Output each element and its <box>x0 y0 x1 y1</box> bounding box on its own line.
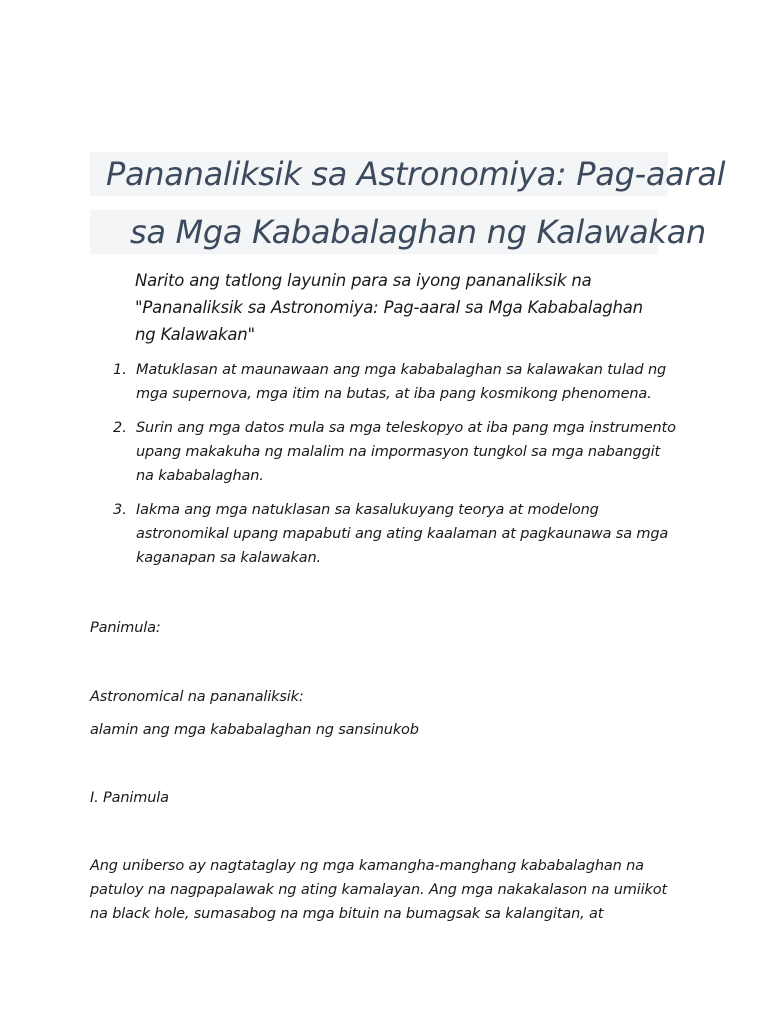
document-title-line-2: sa Mga Kababalaghan ng Kalawakan <box>90 210 658 254</box>
objective-line: mga supernova, mga itim na butas, at iba pang kosmikong phenomena. <box>136 386 652 402</box>
astronomical-label: Astronomical na pananaliksik: <box>90 689 304 705</box>
objective-line: astronomikal upang mapabuti ang ating kaalaman at pagkaunawa sa mga <box>136 526 669 542</box>
objective-text <box>136 498 696 570</box>
intro-line: "Pananaliksik sa Astronomiya: Pag-aaral sa Mga Kababalaghan <box>135 298 643 317</box>
paragraph-line: patuloy na nagpapalawak ng ating kamalayan. Ang mga nakakalason na umiikot <box>90 882 667 898</box>
objective-text <box>136 416 696 488</box>
objective-number: 3. <box>113 502 127 518</box>
section-heading: I. Panimula <box>90 790 169 806</box>
objective-line: na kababalaghan. <box>136 468 264 484</box>
objective-line: upang makakuha ng malalim na impormasyon tungkol sa mga nabanggit <box>136 444 661 460</box>
objective-number: 1. <box>113 362 127 378</box>
objective-line: Iakma ang mga natuklasan sa kasalukuyang teorya at modelong <box>136 502 599 518</box>
document-title-line-1: Pananaliksik sa Astronomiya: Pag-aaral <box>90 152 668 196</box>
objective-line: kaganapan sa kalawakan. <box>136 550 321 566</box>
paragraph-line: na black hole, sumasabog na mga bituin na bumagsak sa kalangitan, at <box>90 906 604 922</box>
objective-line: Matuklasan at maunawaan ang mga kababalaghan sa kalawakan tulad ng <box>136 362 667 378</box>
body-paragraph <box>90 854 690 926</box>
intro-paragraph <box>135 267 695 348</box>
paragraph-line: Ang uniberso ay nagtataglay ng mga kamangha-manghang kababalaghan na <box>90 858 644 874</box>
objective-number: 2. <box>113 420 127 436</box>
objective-text <box>136 358 696 406</box>
objective-line: Surin ang mga datos mula sa mga teleskopyo at iba pang mga instrumento <box>136 420 676 436</box>
astronomical-subtitle: alamin ang mga kababalaghan ng sansinukob <box>90 722 419 738</box>
intro-line: ng Kalawakan" <box>135 325 255 344</box>
panimula-label: Panimula: <box>90 620 161 636</box>
intro-line: Narito ang tatlong layunin para sa iyong pananaliksik na <box>135 271 592 290</box>
